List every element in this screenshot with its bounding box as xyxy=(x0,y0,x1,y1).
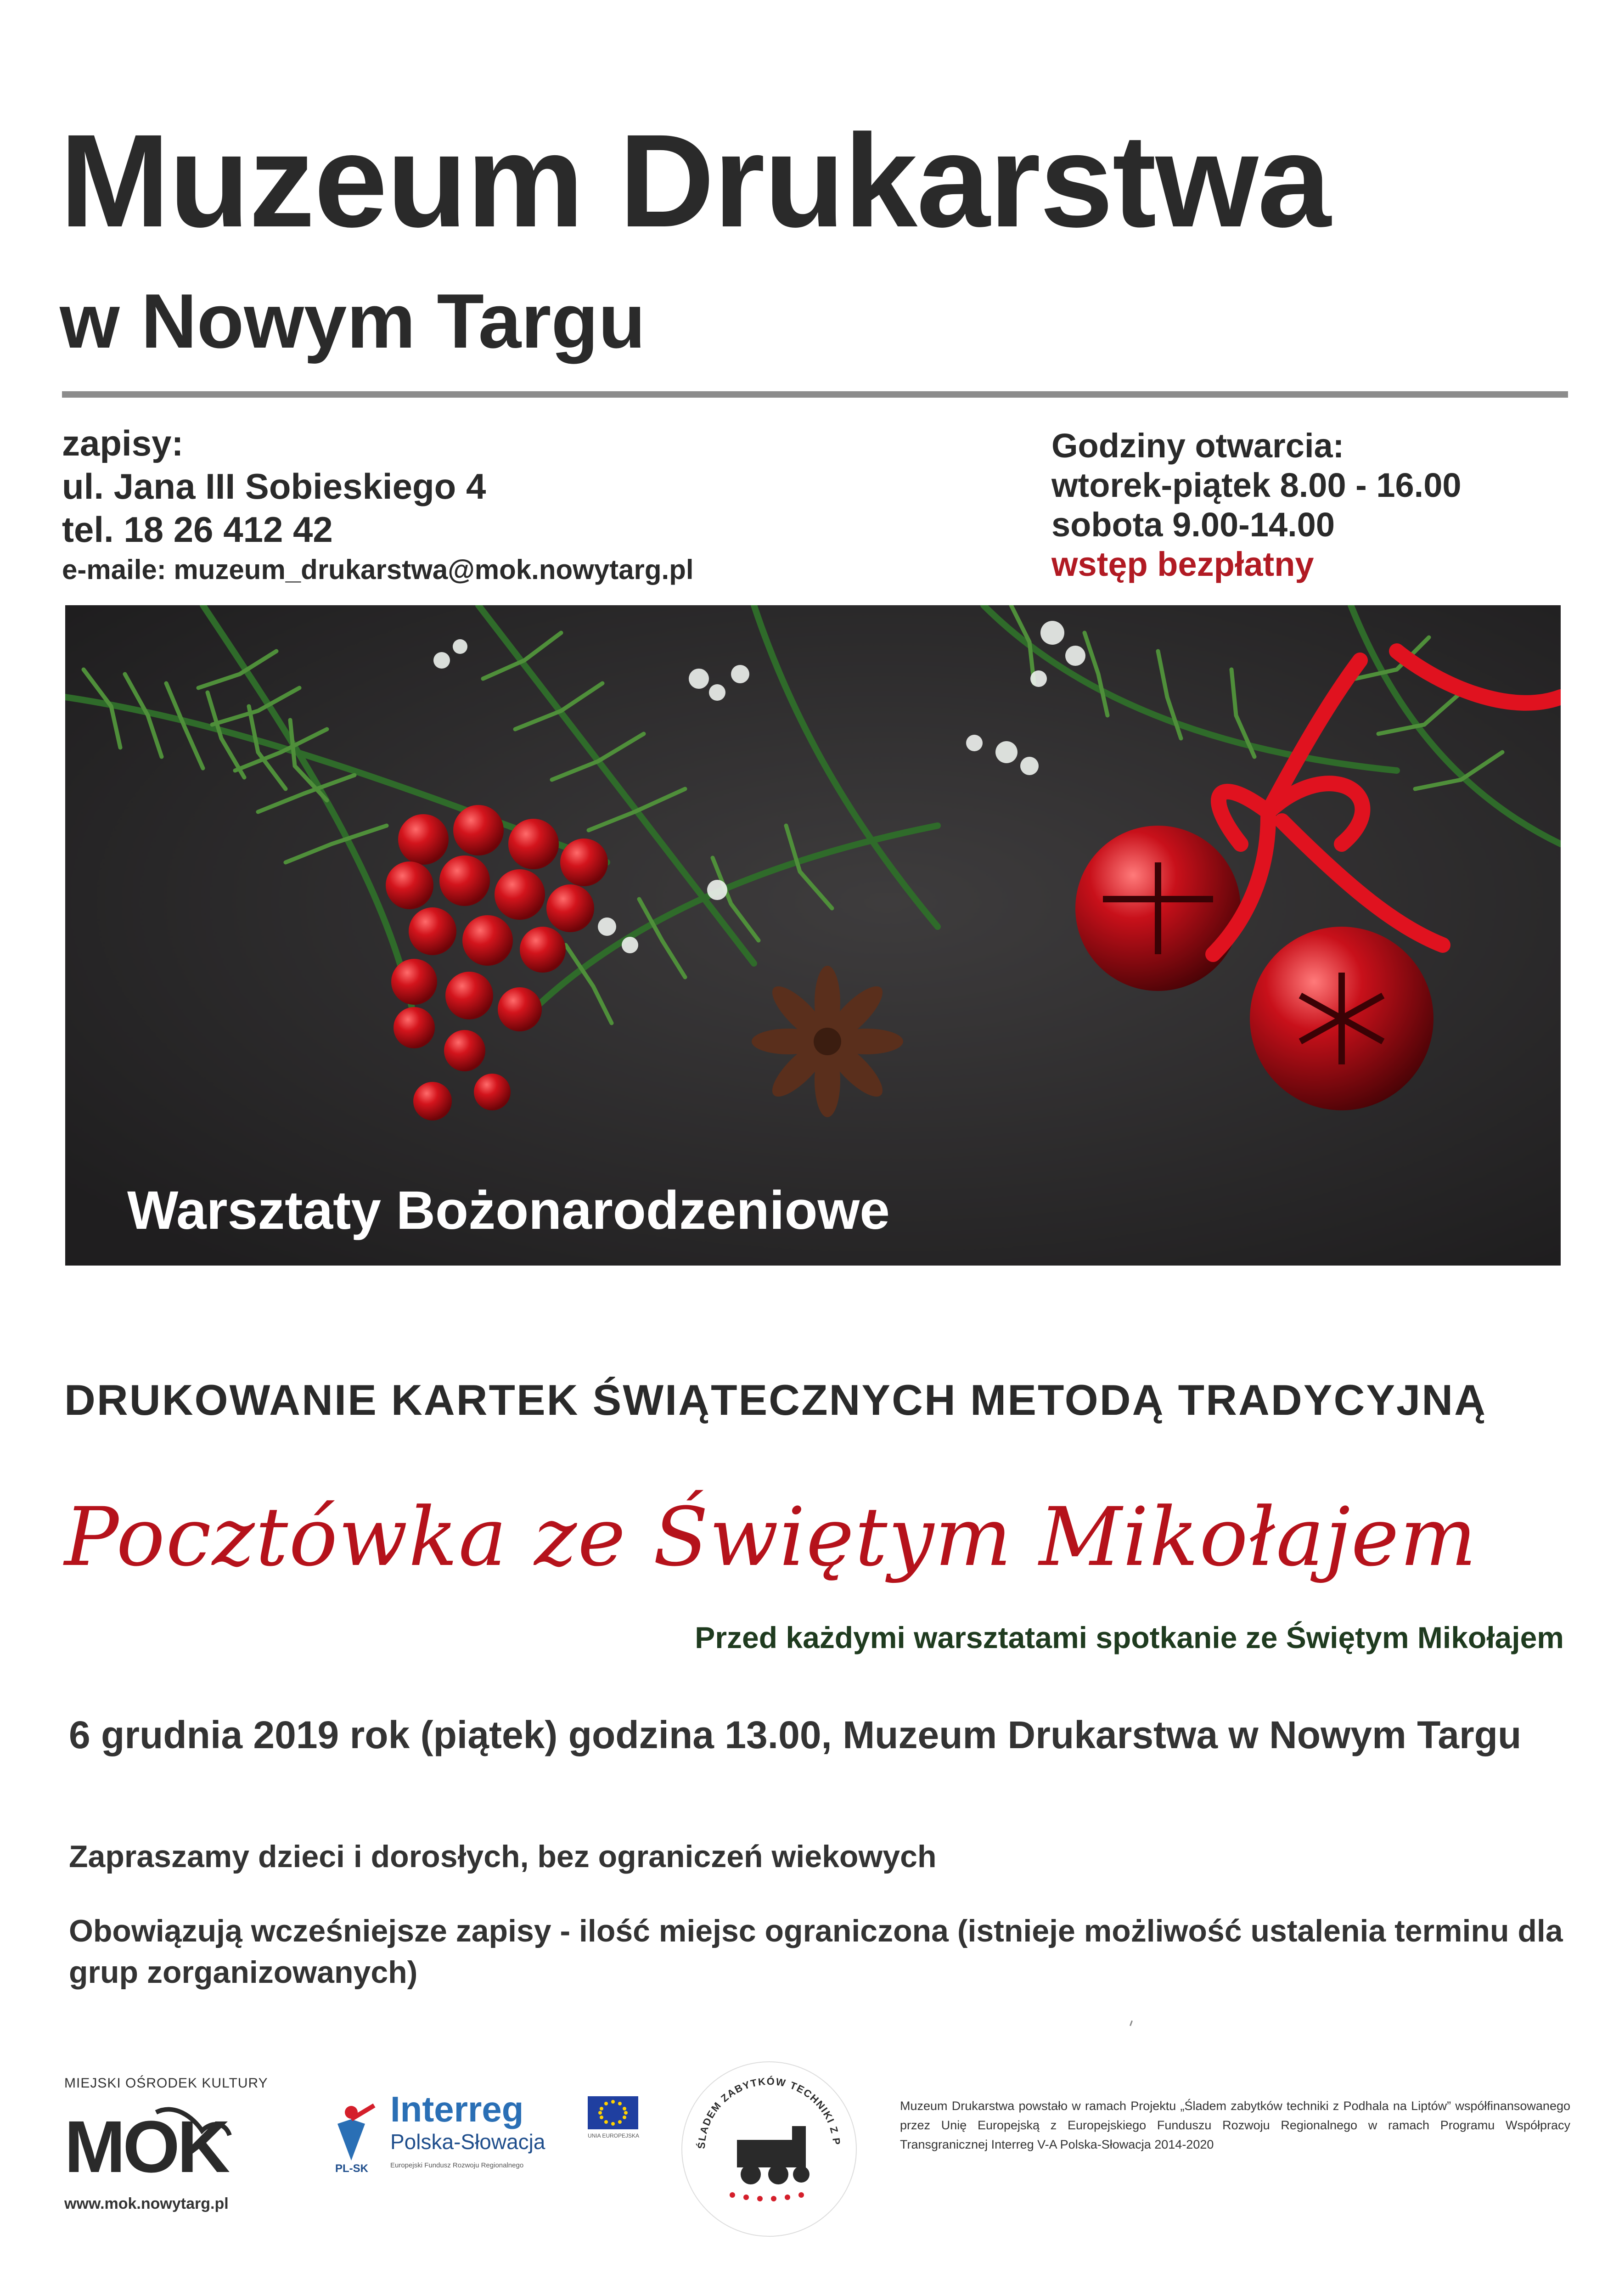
badge-text: ŚLADEM ZABYTKÓW TECHNIKI Z P xyxy=(695,2075,843,2150)
contact-block xyxy=(62,422,694,589)
project-badge xyxy=(673,2053,866,2248)
interreg-brand: Interreg xyxy=(390,2089,524,2129)
mok-org-label: MIEJSKI OŚRODEK KULTURY xyxy=(64,2076,268,2091)
project-description: Muzeum Drukarstwa powstało w ramach Projektu „Śladem zabytków techniki z Podhala na Liptów” współfinansowanego przez Unię Europejską z Europejskiego Funduszu Rozwoju Regionalnego w ramach Programu Współpracy Transgranicznej Interreg V-A Polska-Słowacja 2014-2020 xyxy=(900,2099,1570,2151)
hours-weekdays: wtorek-piątek 8.00 - 16.00 xyxy=(1051,466,1462,504)
event-note: Przed każdymi warsztatami spotkanie ze Świętym Mikołajem xyxy=(695,1621,1564,1654)
mok-url: www.mok.nowytarg.pl xyxy=(64,2195,229,2212)
opening-hours xyxy=(1051,426,1462,584)
mok-logo xyxy=(64,2103,257,2188)
interreg-plsk: PL-SK xyxy=(335,2162,368,2175)
stray-mark xyxy=(1130,2020,1133,2026)
event-invite: Zapraszamy dzieci i dorosłych, bez ograniczeń wiekowych xyxy=(69,1839,937,1874)
contact-address: ul. Jana III Sobieskiego 4 xyxy=(62,466,486,506)
star-anise xyxy=(752,966,903,1117)
contact-email: e-maile: muzeum_drukarstwa@mok.nowytarg.pl xyxy=(62,554,694,585)
event-date: 6 grudnia 2019 rok (piątek) godzina 13.00, Muzeum Drukarstwa w Nowym Targu xyxy=(69,1713,1522,1756)
mok-logo-icon xyxy=(64,2103,257,2186)
hours-saturday: sobota 9.00-14.00 xyxy=(1051,506,1335,544)
hero-caption: Warsztaty Bożonarodzeniowe xyxy=(127,1180,890,1241)
hours-title: Godziny otwarcia: xyxy=(1051,427,1344,465)
page-title: Muzeum Drukarstwa xyxy=(60,107,1330,255)
header-divider xyxy=(62,391,1568,398)
hero-image xyxy=(65,605,1561,1266)
event-registration: Obowiązują wcześniejsze zapisy - ilość miejsc ograniczona (istnieje możliwość ustalenia terminu dla grup zorganizowanych) xyxy=(69,1913,1563,1990)
eu-label: UNIA EUROPEJSKA xyxy=(588,2133,640,2139)
christmas-decoration-illustration xyxy=(65,605,1561,1266)
locomotive-badge-icon xyxy=(673,2053,866,2245)
admission-free: wstęp bezpłatny xyxy=(1051,545,1314,583)
event-title: Pocztówka ze Świętym Mikołajem xyxy=(64,1490,1478,1584)
contact-label: zapisy: xyxy=(62,423,184,463)
interreg-logo xyxy=(331,2087,652,2181)
event-headline: DRUKOWANIE KARTEK ŚWIĄTECZNYCH METODĄ TRADYCYJNĄ xyxy=(64,1376,1487,1424)
contact-phone: tel. 18 26 412 42 xyxy=(62,509,333,550)
interreg-region: Polska-Słowacja xyxy=(390,2130,545,2154)
page-subtitle: w Nowym Targu xyxy=(60,278,646,364)
mok-logo-text: MOK xyxy=(64,2105,228,2186)
interreg-logo-icon xyxy=(331,2087,652,2179)
interreg-fund: Europejski Fundusz Rozwoju Regionalnego xyxy=(390,2161,524,2169)
